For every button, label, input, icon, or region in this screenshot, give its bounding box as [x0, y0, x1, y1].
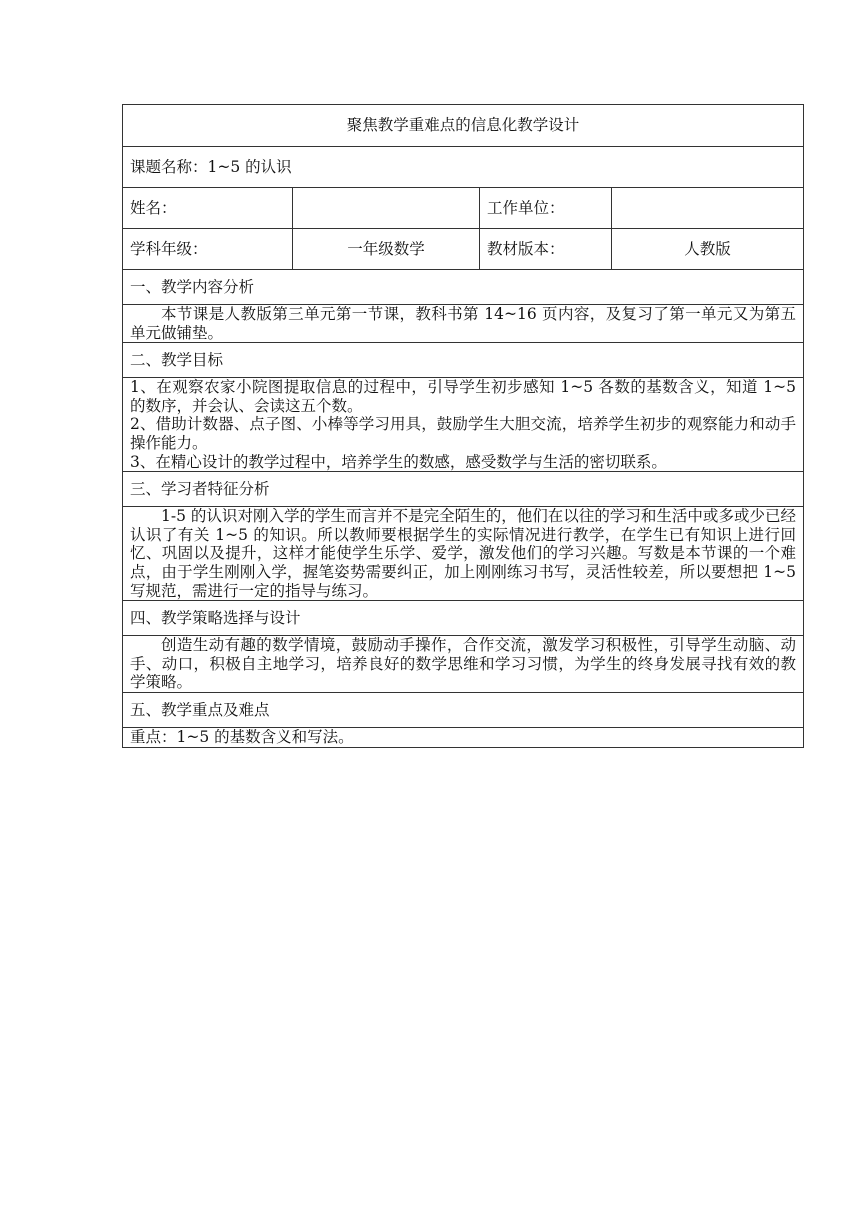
- unit-value-cell: [612, 188, 804, 229]
- paragraph: 创造生动有趣的数学情境，鼓励动手操作，合作交流，激发学习积极性，引导学生动脑、动手、动口，积极自主地学习，培养良好的数学思维和学习习惯，为学生的终身发展寻找有效的教学策略。: [130, 636, 797, 692]
- edition-label: 教材版本：: [480, 229, 612, 270]
- name-label: 姓名：: [123, 188, 293, 229]
- section-heading-strategy: 四、教学策略选择与设计: [123, 601, 804, 636]
- objective-item: 1、在观察农家小院图提取信息的过程中，引导学生初步感知 1~5 各数的基数含义，知道 1~5 的数序，并会认、会读这五个数。: [130, 378, 797, 415]
- section-heading-key-points: 五、教学重点及难点: [123, 692, 804, 727]
- lesson-name: 课题名称：1~5 的认识: [123, 147, 804, 188]
- subject-label: 学科年级：: [123, 229, 293, 270]
- name-value-cell: [293, 188, 480, 229]
- subject-value: 一年级数学: [293, 229, 480, 270]
- section-heading-learner-analysis: 三、学习者特征分析: [123, 472, 804, 507]
- section-body-key-points: [123, 727, 804, 747]
- section-heading-objectives: 二、教学目标: [123, 343, 804, 378]
- section-body-content-analysis: [123, 305, 804, 343]
- document-title: 聚焦教学重难点的信息化教学设计: [123, 105, 804, 147]
- paragraph: 本节课是人教版第三单元第一节课，教科书第 14~16 页内容，及复习了第一单元又为第五单元做铺垫。: [130, 305, 797, 342]
- section-body-learner-analysis: [123, 507, 804, 601]
- edition-value: 人教版: [612, 229, 804, 270]
- objective-item: 2、借助计数器、点子图、小棒等学习用具，鼓励学生大胆交流，培养学生初步的观察能力和动手操作能力。: [130, 415, 797, 452]
- paragraph: 重点：1~5 的基数含义和写法。: [130, 727, 354, 746]
- unit-label: 工作单位：: [480, 188, 612, 229]
- section-body-strategy: [123, 636, 804, 693]
- objective-item: 3、在精心设计的教学过程中，培养学生的数感，感受数学与生活的密切联系。: [130, 452, 667, 471]
- lesson-plan-table: [122, 104, 804, 748]
- section-heading-content-analysis: 一、教学内容分析: [123, 270, 804, 305]
- paragraph: 1-5 的认识对刚入学的学生而言并不是完全陌生的，他们在以往的学习和生活中或多或少已经认识了有关 1~5 的知识。所以教师要根据学生的实际情况进行教学，在学生已有知识上进行回忆、巩固以及提升，这样才能使学生乐学、爱学，激发他们的学习兴趣。写数是本节课的一个难点，由于学生刚刚入学，握笔姿势需要纠正，加上刚刚练习书写，灵活性较差，所以要想把 1~5 写规范，需进行一定的指导与练习。: [130, 507, 797, 600]
- section-body-objectives: [123, 378, 804, 472]
